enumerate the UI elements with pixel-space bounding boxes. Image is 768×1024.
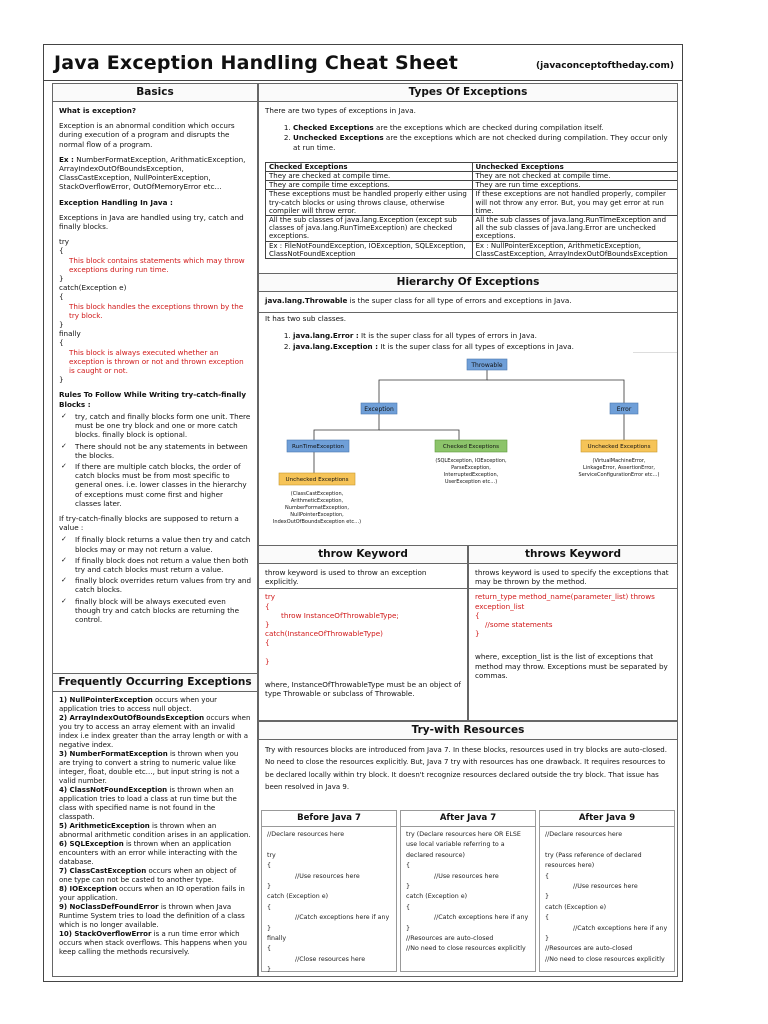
ex-label: Ex :	[59, 154, 74, 164]
code-line	[545, 840, 669, 850]
table-header-cell: Checked Exceptions	[266, 162, 473, 171]
frequent-item: 1) NullPointerException occurs when your application tries to access null object.	[59, 696, 218, 713]
throw-note: where, InstanceOfThrowableType must be an object of type Throwable or subclass of Throwable.	[265, 679, 461, 699]
after-java9-header: After Java 9	[540, 811, 674, 827]
basics-content	[53, 102, 257, 630]
catch-brace-close: }	[59, 320, 64, 330]
node-label: Unchecked Exceptions	[285, 477, 349, 483]
frequent-item: 3) NumberFormatException is thrown when you are trying to convert a string to numeric value like integer, float, double etc…, but input string is not a valid number.	[59, 750, 240, 785]
rule-item: ✓ try, catch and finally blocks form one unit. There must be one try block and one or more catch blocks. finally block is optional.	[59, 412, 251, 440]
return-rules-list	[59, 535, 251, 624]
code-line: //Declare resources here	[267, 831, 345, 838]
finally-keyword: finally	[59, 329, 81, 339]
types-intro: There are two types of exceptions in Java.	[265, 106, 416, 115]
code-line: //Catch exceptions here if any	[295, 914, 390, 922]
code-line: }	[406, 924, 411, 932]
hierarchy-text	[259, 292, 677, 356]
node-label: Unchecked Exceptions	[587, 444, 651, 450]
node-label: Throwable	[471, 362, 503, 369]
what-question: What is exception?	[59, 106, 136, 115]
return-rule-item: ✓ finally block will be always executed even though try and catch blocks are returning the control.	[59, 597, 251, 625]
twr-header: Try-with Resources	[259, 722, 677, 740]
what-answer: Exception is an abnormal condition which occurs during execution of a program and disrupts the normal flow of a program.	[59, 121, 235, 149]
code-line: //Resources are auto-closed	[545, 945, 633, 953]
example-line: NumberFormatException,	[285, 505, 349, 511]
table-cell: If these exceptions are not handled properly, compiler will not throw any error. But, you may get error at run time.	[472, 190, 678, 216]
finally-brace-close: }	[59, 375, 64, 385]
example-line: LinkageError, AssertionError,	[583, 465, 655, 471]
throw-section	[258, 545, 468, 721]
hierarchy-sub-exception: 2. java.lang.Exception : It is the super class for all types of exceptions in Java.	[293, 342, 671, 351]
table-cell: Ex : FileNotFoundException, IOException, SQLException, ClassNotFoundException	[266, 241, 473, 258]
example-line: ServiceConfigurationError etc…)	[578, 472, 660, 478]
throw-code-line: try	[265, 592, 276, 602]
code-line: //No need to close resources explicitly	[406, 945, 526, 953]
code-line: catch (Exception e)	[406, 893, 468, 901]
runtime-examples	[273, 491, 361, 525]
after-java7-box	[400, 810, 536, 972]
rules-list	[59, 412, 251, 508]
throw-content	[259, 564, 467, 702]
try-brace-close: }	[59, 274, 64, 284]
after-java9-box	[539, 810, 675, 972]
throws-code-line: {	[475, 610, 480, 620]
code-line: //No need to close resources explicitly	[545, 955, 665, 963]
node-label: Exception	[364, 406, 394, 413]
frequent-header: Frequently Occurring Exceptions	[53, 674, 257, 692]
code-line: //Catch exceptions here if any	[573, 924, 668, 932]
catch-comment: This block handles the exceptions thrown by the try block.	[69, 301, 244, 320]
hierarchy-section	[258, 273, 678, 589]
example-line: UserException etc…)	[444, 479, 498, 485]
return-rule-item: ✓ If finally block returns a value then try and catch blocks may or may not return a value.	[59, 535, 251, 553]
node-throwable	[467, 359, 507, 370]
code-line: //Use resources here	[573, 883, 638, 891]
rule-item: ✓ If there are multiple catch blocks, the order of catch blocks must be from most specific to general ones. i.e. lower classes in the hierarchy of exceptions must come first and higher classes later.	[59, 462, 251, 508]
after-java9-code	[540, 827, 674, 968]
types-header: Types Of Exceptions	[259, 84, 677, 102]
table-cell: These exceptions must be handled properly either using try-catch blocks or using throws clause, otherwise compiler will throw error.	[266, 190, 473, 216]
throw-code-line: }	[265, 656, 270, 666]
code-line: //Resources are auto-closed	[406, 935, 494, 943]
twr-desc: Try with resources blocks are introduced from Java 7. In these blocks, resources used in try blocks are auto-closed. No need to close the resources explicitly. But, Java 7 try with resources has one drawback. It requires resources to be declared locally within try block. It doesn't recognize resources declared outside the try block. That issue has been resolved in Java 9.	[265, 746, 667, 791]
example-line: InterruptedException,	[443, 472, 499, 478]
hierarchy-header: Hierarchy Of Exceptions	[259, 274, 677, 292]
checked-examples	[435, 458, 507, 485]
node-label: Error	[616, 406, 632, 413]
code-line: //Close resources here	[295, 955, 366, 963]
code-line: try (Pass reference of declared resources here)	[545, 851, 642, 870]
code-line: {	[267, 903, 272, 911]
throw-code-line: throw InstanceOfThrowableType;	[281, 610, 399, 620]
handling-question: Exception Handling In Java :	[59, 197, 173, 207]
before-java7-code	[262, 827, 396, 977]
code-line: //Use resources here	[434, 872, 499, 880]
ex-line	[59, 155, 251, 192]
types-checked: 1. Checked Exceptions are the exceptions which are checked during compilation itself.	[293, 123, 671, 132]
code-line: //Catch exceptions here if any	[434, 914, 529, 922]
throws-code-line: return_type method_name(parameter_list) throws exception_list	[475, 592, 655, 611]
handling-answer: Exceptions in Java are handled using try, catch and finally blocks.	[59, 212, 244, 232]
basics-header: Basics	[53, 84, 257, 102]
frequent-item: 8) IOException occurs when an IO operation fails in your application.	[59, 885, 245, 902]
code-line: {	[545, 872, 550, 880]
title-bar	[44, 45, 682, 81]
frequent-item: 7) ClassCastException occurs when an object of one type can not be casted to another type.	[59, 867, 237, 884]
node-unchecked-right	[581, 440, 657, 452]
return-rule-item: ✓ finally block overrides return values from try and catch blocks.	[59, 576, 251, 594]
code-line: }	[267, 966, 272, 974]
ex-text: NumberFormatException, ArithmaticException, ArrayIndexOutOfBoundsException, ClassCastException, NullPointerException, StackOverflowError, OutOfMemoryError etc…	[59, 154, 246, 192]
throws-desc: throws keyword is used to specify the exceptions that may be thrown by the method.	[475, 568, 669, 587]
throws-code-line: //some statements	[485, 620, 553, 630]
code-line: }	[545, 893, 550, 901]
code-line: }	[267, 924, 272, 932]
code-line: {	[406, 903, 411, 911]
code-line: finally	[267, 935, 287, 943]
frequent-section	[52, 673, 258, 977]
types-list	[293, 123, 671, 152]
table-row	[266, 241, 679, 258]
table-header-cell: Unchecked Exceptions	[472, 162, 678, 171]
frequent-item: 10) StackOverflowError is a run time error which occurs when stack overflows. This happens when you keep calling the methods recursively.	[59, 930, 247, 956]
finally-brace-open: {	[59, 338, 64, 348]
types-content	[259, 102, 677, 263]
code-line: catch (Exception e)	[267, 893, 329, 901]
code-line: }	[545, 935, 550, 943]
table-cell: They are not checked at compile time.	[472, 172, 678, 181]
node-checked	[435, 440, 507, 452]
example-line: NullPointerException,	[290, 512, 344, 518]
table-row	[266, 181, 679, 190]
types-table	[265, 162, 678, 259]
example-line: (ClassCastException,	[290, 491, 344, 497]
hierarchy-sub-error: 1. java.lang.Error : It is the super class for all types of errors in Java.	[293, 331, 671, 340]
code-line: {	[406, 862, 411, 870]
example-line: (VirtualMachineError,	[592, 458, 646, 464]
throw-code-line: {	[265, 638, 270, 648]
cheat-sheet	[43, 44, 683, 982]
frequent-list	[53, 692, 257, 961]
frequent-item: 9) NoClassDefFoundError is thrown when Java Runtime System tries to load the definition of a class which is no longer available.	[59, 903, 245, 929]
table-row	[266, 216, 679, 242]
node-exception	[361, 403, 397, 414]
table-row	[266, 190, 679, 216]
throw-code-line: catch(InstanceOfThrowableType)	[265, 629, 383, 639]
throws-code-line: }	[475, 629, 480, 639]
throws-content	[469, 564, 677, 684]
code-line: {	[545, 914, 550, 922]
table-cell: Ex : NullPointerException, ArithmeticException, ClassCastException, ArrayIndexOutOfBoundsException	[472, 241, 678, 258]
after-java7-header: After Java 7	[401, 811, 535, 827]
frequent-item: 6) SQLException is thrown when an application encounters with an error while interacting with the database.	[59, 840, 238, 866]
throws-note: where, exception_list is the list of exceptions that method may throw. Exceptions must be separated by commas.	[475, 652, 668, 680]
code-line: catch (Exception e)	[545, 903, 607, 911]
hierarchy-intro: java.lang.Throwable is the super class for all type of errors and exceptions in Java.	[265, 296, 572, 305]
node-unchecked-left	[279, 473, 355, 485]
catch-brace-open: {	[59, 292, 64, 302]
table-header-row	[266, 162, 679, 171]
types-unchecked: 2. Unchecked Exceptions are the exceptions which are not checked during compilation. They occur only at run time.	[293, 133, 671, 151]
before-java7-box	[261, 810, 397, 972]
frequent-item: 5) ArithmeticException is thrown when an abnormal arithmetic condition arises in an application.	[59, 822, 251, 839]
finally-comment: This block is always executed whether an exception is thrown or not and thrown exception is caught or not.	[69, 347, 244, 376]
try-keyword: try	[59, 237, 70, 247]
code-line: {	[267, 945, 272, 953]
page-title: Java Exception Handling Cheat Sheet	[54, 52, 459, 74]
code-line	[267, 840, 391, 850]
node-label: Checked Exceptions	[442, 444, 500, 450]
throw-code-line: {	[265, 601, 270, 611]
code-line: {	[267, 862, 272, 870]
twr-section	[258, 721, 678, 977]
throws-header: throws Keyword	[469, 546, 677, 564]
code-line: //Use resources here	[295, 872, 360, 880]
return-question: If try-catch-finally blocks are supposed to return a value :	[59, 513, 239, 533]
node-runtime	[287, 440, 349, 452]
error-examples	[579, 458, 660, 478]
example-line: (SQLException, IOException,	[435, 458, 507, 464]
table-cell: All the sub classes of java.lang.RunTimeException and all the sub classes of java.lang.Error are unchecked exceptions.	[472, 216, 678, 242]
example-line: IndexOutOfBoundsException etc…)	[272, 519, 362, 525]
table-cell: They are run time exceptions.	[472, 181, 678, 190]
throw-code-line: }	[265, 620, 270, 630]
node-label: RunTimeException	[292, 444, 344, 450]
rule-item: ✓ There should not be any statements in between the blocks.	[59, 442, 251, 460]
return-rule-item: ✓ If finally block does not return a value then both try and catch blocks must return a value.	[59, 556, 251, 574]
code-line: //Declare resources here	[545, 831, 623, 838]
throw-desc: throw keyword is used to throw an exception explicitly.	[265, 568, 427, 587]
code-line: }	[406, 883, 411, 891]
basics-section	[52, 83, 258, 681]
after-java7-code	[401, 827, 535, 958]
before-java7-header: Before Java 7	[262, 811, 396, 827]
code-line: }	[267, 883, 272, 891]
table-cell: They are compile time exceptions.	[266, 181, 473, 190]
hierarchy-sub-list	[293, 331, 671, 350]
node-error	[610, 403, 638, 414]
code-line: try	[267, 851, 276, 859]
try-brace-open: {	[59, 246, 64, 256]
table-cell: All the sub classes of java.lang.Exception (except sub classes of java.lang.RunTimeException) are checked exceptions.	[266, 216, 473, 242]
throws-section	[468, 545, 678, 721]
hierarchy-two-sub: It has two sub classes.	[265, 314, 347, 324]
site-label: (javaconceptoftheday.com)	[536, 61, 674, 71]
table-cell: They are checked at compile time.	[266, 172, 473, 181]
table-row	[266, 172, 679, 181]
code-line: try (Declare resources here OR ELSE use local variable referring to a declared resource)	[406, 831, 521, 859]
try-comment: This block contains statements which may throw exceptions during run time.	[69, 255, 245, 274]
example-line: ArithmeticException,	[290, 498, 344, 504]
catch-keyword: catch(Exception e)	[59, 283, 127, 293]
throw-header: throw Keyword	[259, 546, 467, 564]
frequent-item: 2) ArrayIndexOutOfBoundsException occurs when you try to access an array element with an invalid index i.e index greater than the array length or with a negative index.	[59, 714, 251, 749]
rules-question: Rules To Follow While Writing try-catch-finally Blocks :	[59, 390, 247, 409]
example-line: ParseException,	[451, 465, 491, 471]
frequent-item: 4) ClassNotFoundException is thrown when an application tries to load a class at run time but the class with specified name is not found in the classpath.	[59, 786, 237, 821]
